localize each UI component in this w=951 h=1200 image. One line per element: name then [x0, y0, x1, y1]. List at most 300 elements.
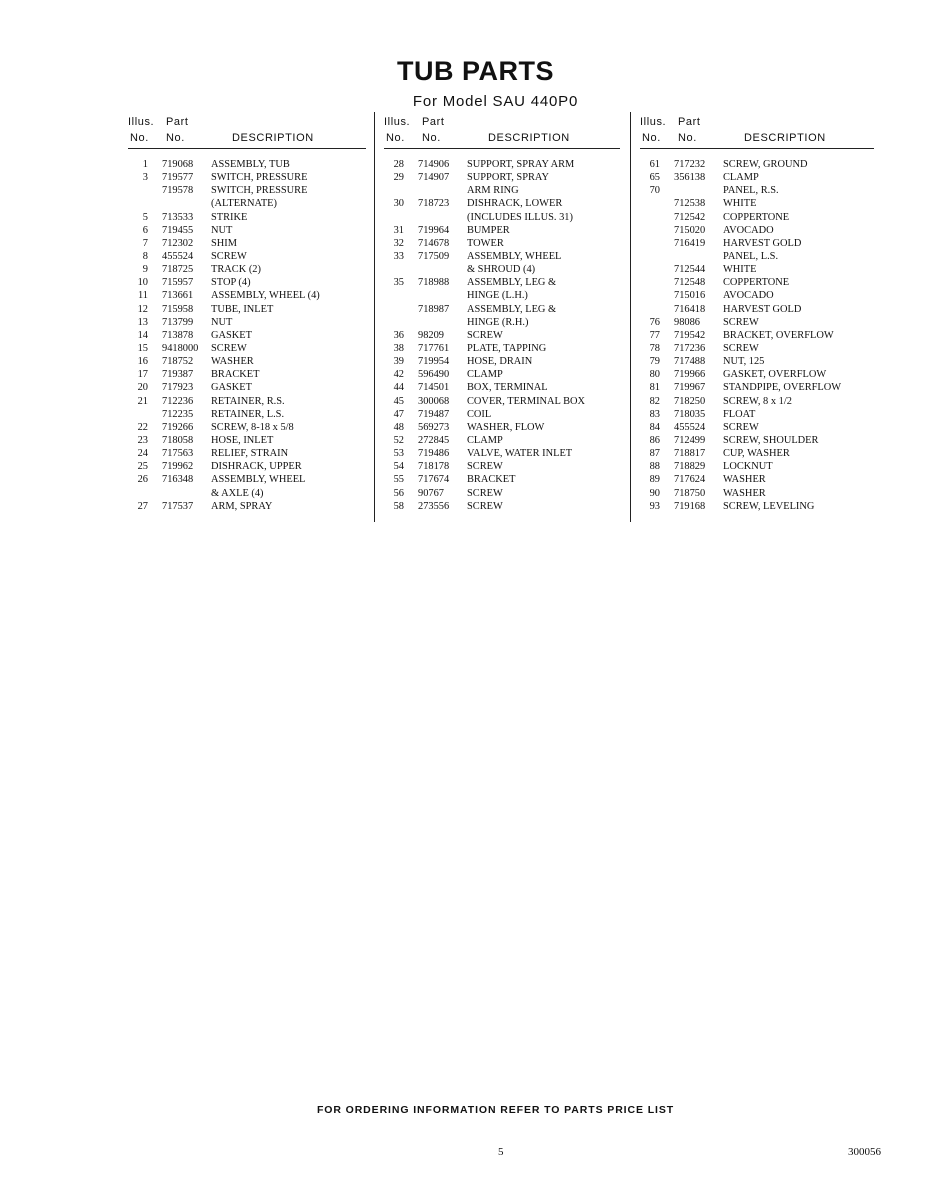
part-number: 712236: [162, 395, 194, 407]
parts-rows: [128, 158, 366, 513]
table-row: [640, 408, 874, 421]
illus-number: 83: [649, 408, 660, 420]
part-number: 719487: [418, 408, 450, 420]
part-number: 717537: [162, 500, 194, 512]
part-number: 713799: [162, 316, 194, 328]
part-number: 719966: [674, 369, 706, 381]
table-row: [128, 237, 366, 250]
table-row: [384, 329, 620, 342]
part-description: CLAMP: [467, 434, 503, 446]
part-description: SUPPORT, SPRAY: [467, 172, 549, 184]
part-description: SCREW, SHOULDER: [723, 434, 819, 446]
part-description: SCREW: [723, 342, 759, 354]
part-description: (ALTERNATE): [211, 198, 277, 210]
table-row: [384, 473, 620, 486]
part-description: STANDPIPE, OVERFLOW: [723, 382, 842, 394]
part-description: BRACKET: [211, 369, 260, 381]
table-row: [128, 421, 366, 434]
table-row: [128, 500, 366, 513]
illus-number: 47: [393, 408, 404, 420]
part-description: BUMPER: [467, 224, 510, 236]
table-row: [640, 395, 874, 408]
part-number: 719266: [162, 421, 194, 433]
table-row: [128, 329, 366, 342]
table-row: [640, 368, 874, 381]
illus-number: 27: [137, 500, 148, 512]
illus-number: 31: [393, 224, 404, 236]
header-illus: Illus.: [640, 116, 667, 128]
illus-number: 76: [649, 316, 660, 328]
header-part-no: No.: [422, 132, 441, 144]
illus-number: 61: [649, 159, 660, 170]
table-row: [640, 224, 874, 237]
part-description: SCREW: [211, 342, 247, 354]
table-row: [640, 171, 874, 184]
table-row: [384, 381, 620, 394]
part-description: SCREW, GROUND: [723, 159, 808, 170]
part-number: 716418: [674, 303, 706, 315]
illus-number: 55: [393, 474, 404, 486]
table-row: [128, 211, 366, 224]
table-row: [384, 434, 620, 447]
part-number: 714501: [418, 382, 450, 394]
part-number: 98086: [674, 316, 700, 328]
part-description: HINGE (L.H.): [467, 290, 528, 302]
part-number: 712235: [162, 408, 194, 420]
part-number: 719962: [162, 461, 194, 473]
part-number: 717624: [674, 474, 706, 486]
table-row: [128, 197, 366, 210]
part-number: 90767: [418, 487, 444, 499]
illus-number: 88: [649, 461, 660, 473]
header-illus: Illus.: [384, 116, 411, 128]
part-description: HOSE, DRAIN: [467, 356, 533, 368]
table-row: [384, 487, 620, 500]
part-number: 9418000: [162, 342, 199, 354]
illus-number: 81: [649, 382, 660, 394]
part-number: 718723: [418, 198, 450, 210]
part-description: CLAMP: [467, 369, 503, 381]
part-number: 718752: [162, 356, 194, 368]
parts-column-2: [384, 112, 620, 513]
table-row: [128, 460, 366, 473]
table-row: [384, 395, 620, 408]
table-row: [640, 263, 874, 276]
table-row: [384, 237, 620, 250]
table-row: [384, 342, 620, 355]
illus-number: 56: [393, 487, 404, 499]
part-description: ASSEMBLY, LEG &: [467, 303, 557, 315]
illus-number: 48: [393, 421, 404, 433]
table-row: [128, 487, 366, 500]
part-description: WHITE: [723, 264, 757, 276]
part-number: 717488: [674, 356, 706, 368]
table-row: [128, 368, 366, 381]
table-row: [640, 197, 874, 210]
header-part-no: No.: [678, 132, 697, 144]
table-row: [128, 303, 366, 316]
table-row: [128, 276, 366, 289]
column-header: [384, 112, 620, 150]
table-row: [384, 500, 620, 513]
illus-number: 11: [137, 290, 148, 302]
part-description: VALVE, WATER INLET: [467, 448, 573, 460]
part-number: 718988: [418, 277, 450, 289]
illus-number: 14: [137, 329, 148, 341]
table-row: [384, 447, 620, 460]
illus-number: 29: [393, 172, 404, 184]
illus-number: 3: [142, 172, 148, 184]
part-description: DISHRACK, LOWER: [467, 198, 563, 210]
table-row: [128, 289, 366, 302]
header-part-no: No.: [166, 132, 185, 144]
part-description: SCREW: [467, 500, 503, 512]
part-description: HARVEST GOLD: [723, 237, 802, 249]
part-number: 717674: [418, 474, 450, 486]
table-row: [640, 237, 874, 250]
part-number: 718750: [674, 487, 706, 499]
part-description: BRACKET, OVERFLOW: [723, 329, 834, 341]
illus-number: 89: [649, 474, 660, 486]
illus-number: 6: [142, 224, 148, 236]
table-row: [384, 316, 620, 329]
illus-number: 36: [393, 329, 404, 341]
table-row: [384, 197, 620, 210]
part-description: COPPERTONE: [723, 211, 790, 223]
part-number: 719954: [418, 356, 450, 368]
illus-number: 54: [393, 461, 404, 473]
part-description: RETAINER, L.S.: [211, 408, 285, 420]
part-description: ASSEMBLY, WHEEL: [467, 250, 562, 262]
table-row: [640, 381, 874, 394]
part-description: RETAINER, R.S.: [211, 395, 285, 407]
part-number: 712548: [674, 277, 706, 289]
header-illus-no: No.: [642, 132, 661, 144]
table-row: [128, 316, 366, 329]
part-description: ARM RING: [467, 185, 519, 197]
illus-number: 7: [142, 237, 148, 249]
part-description: SWITCH, PRESSURE: [211, 172, 308, 184]
table-row: [128, 342, 366, 355]
illus-number: 23: [137, 434, 148, 446]
parts-column-3: [640, 112, 874, 513]
table-row: [384, 250, 620, 263]
part-number: 719486: [418, 448, 450, 460]
part-description: HARVEST GOLD: [723, 303, 802, 315]
part-number: 714678: [418, 237, 450, 249]
part-description: TRACK (2): [211, 264, 261, 276]
illus-number: 86: [649, 434, 660, 446]
part-description: GASKET, OVERFLOW: [723, 369, 827, 381]
part-number: 715957: [162, 277, 194, 289]
part-number: 719577: [162, 172, 194, 184]
part-number: 717923: [162, 382, 194, 394]
table-row: [640, 421, 874, 434]
part-description: GASKET: [211, 329, 252, 341]
part-description: COPPERTONE: [723, 277, 790, 289]
header-illus-no: No.: [386, 132, 405, 144]
part-number: 719455: [162, 224, 194, 236]
illus-number: 22: [137, 421, 148, 433]
part-description: FLOAT: [723, 408, 756, 420]
column-header: [640, 112, 874, 150]
part-description: SCREW: [467, 329, 503, 341]
illus-number: 9: [142, 264, 148, 276]
table-row: [384, 184, 620, 197]
column-divider: [630, 112, 631, 522]
part-description: GASKET: [211, 382, 252, 394]
part-number: 273556: [418, 500, 450, 512]
parts-rows: [640, 158, 874, 513]
part-number: 716348: [162, 474, 194, 486]
illus-number: 78: [649, 342, 660, 354]
illus-number: 44: [393, 382, 404, 394]
table-row: [384, 368, 620, 381]
illus-number: 32: [393, 237, 404, 249]
part-number: 719964: [418, 224, 450, 236]
illus-number: 30: [393, 198, 404, 210]
table-row: [128, 158, 366, 171]
part-number: 719967: [674, 382, 706, 394]
part-number: 718725: [162, 264, 194, 276]
table-row: [128, 381, 366, 394]
part-number: 718987: [418, 303, 450, 315]
table-row: [128, 250, 366, 263]
table-row: [384, 276, 620, 289]
page-title: TUB PARTS: [397, 56, 554, 86]
illus-number: 70: [649, 185, 660, 197]
part-number: 713661: [162, 290, 194, 302]
illus-number: 8: [142, 250, 148, 262]
table-row: [640, 211, 874, 224]
part-description: PLATE, TAPPING: [467, 342, 547, 354]
part-number: 98209: [418, 329, 444, 341]
header-description: DESCRIPTION: [232, 132, 314, 144]
part-number: 719068: [162, 159, 194, 170]
illus-number: 26: [137, 474, 148, 486]
table-row: [384, 211, 620, 224]
illus-number: 1: [142, 159, 148, 170]
column-header: [128, 112, 366, 150]
illus-number: 58: [393, 500, 404, 512]
header-description: DESCRIPTION: [488, 132, 570, 144]
illus-number: 39: [393, 356, 404, 368]
part-number: 300068: [418, 395, 450, 407]
illus-number: 80: [649, 369, 660, 381]
table-row: [384, 421, 620, 434]
part-description: WASHER: [211, 356, 254, 368]
illus-number: 38: [393, 342, 404, 354]
part-description: SCREW: [467, 487, 503, 499]
illus-number: 79: [649, 356, 660, 368]
table-row: [384, 158, 620, 171]
table-row: [128, 224, 366, 237]
part-description: & SHROUD (4): [467, 264, 536, 276]
part-number: 714907: [418, 172, 450, 184]
part-description: LOCKNUT: [723, 461, 773, 473]
header-illus-no: No.: [130, 132, 149, 144]
part-description: COVER, TERMINAL BOX: [467, 395, 586, 407]
part-number: 356138: [674, 172, 706, 184]
part-number: 717232: [674, 159, 706, 170]
part-number: 719387: [162, 369, 194, 381]
table-row: [640, 184, 874, 197]
table-row: [384, 408, 620, 421]
illus-number: 21: [137, 395, 148, 407]
illus-number: 93: [649, 500, 660, 512]
illus-number: 12: [137, 303, 148, 315]
part-description: NUT: [211, 224, 233, 236]
part-number: 712542: [674, 211, 706, 223]
part-number: 713878: [162, 329, 194, 341]
part-description: TUBE, INLET: [211, 303, 274, 315]
table-row: [384, 460, 620, 473]
table-row: [384, 355, 620, 368]
table-row: [384, 289, 620, 302]
part-description: SCREW: [211, 250, 247, 262]
illus-number: 77: [649, 329, 660, 341]
part-number: 714906: [418, 159, 450, 170]
header-rule: [128, 148, 366, 149]
part-description: SWITCH, PRESSURE: [211, 185, 308, 197]
header-illus: Illus.: [128, 116, 155, 128]
illus-number: 17: [137, 369, 148, 381]
part-number: 569273: [418, 421, 450, 433]
part-description: NUT, 125: [723, 356, 765, 368]
illus-number: 10: [137, 277, 148, 289]
part-description: WASHER, FLOW: [467, 421, 545, 433]
part-number: 455524: [162, 250, 194, 262]
illus-number: 13: [137, 316, 148, 328]
part-description: ASSEMBLY, WHEEL (4): [211, 290, 320, 302]
part-description: SCREW, 8 x 1/2: [723, 395, 792, 407]
part-number: 718178: [418, 461, 450, 473]
part-number: 712499: [674, 434, 706, 446]
ordering-note: FOR ORDERING INFORMATION REFER TO PARTS PRICE LIST: [316, 1104, 675, 1116]
part-number: 718035: [674, 408, 706, 420]
part-number: 717509: [418, 250, 450, 262]
part-description: DISHRACK, UPPER: [211, 461, 302, 473]
part-description: & AXLE (4): [211, 487, 264, 499]
header-rule: [384, 148, 620, 149]
table-row: [640, 342, 874, 355]
table-row: [640, 303, 874, 316]
part-description: (INCLUDES ILLUS. 31): [467, 211, 573, 223]
part-description: BRACKET: [467, 474, 516, 486]
part-description: STOP (4): [211, 277, 251, 289]
illus-number: 28: [393, 159, 404, 170]
part-number: 715016: [674, 290, 706, 302]
part-number: 712544: [674, 264, 706, 276]
parts-rows: [384, 158, 620, 513]
table-row: [384, 263, 620, 276]
illus-number: 25: [137, 461, 148, 473]
table-row: [640, 355, 874, 368]
part-description: ARM, SPRAY: [211, 500, 273, 512]
part-number: 719168: [674, 500, 706, 512]
part-description: ASSEMBLY, WHEEL: [211, 474, 306, 486]
table-row: [640, 460, 874, 473]
column-divider: [374, 112, 375, 522]
part-number: 712538: [674, 198, 706, 210]
header-part: Part: [166, 116, 189, 128]
part-description: COIL: [467, 408, 492, 420]
part-description: CLAMP: [723, 172, 759, 184]
table-row: [384, 303, 620, 316]
part-description: WHITE: [723, 198, 757, 210]
illus-number: 52: [393, 434, 404, 446]
part-description: SCREW, 8-18 x 5/8: [211, 421, 294, 433]
part-description: WASHER: [723, 487, 766, 499]
part-number: 715020: [674, 224, 706, 236]
illus-number: 45: [393, 395, 404, 407]
table-row: [128, 263, 366, 276]
part-number: 272845: [418, 434, 450, 446]
part-description: HINGE (R.H.): [467, 316, 529, 328]
illus-number: 65: [649, 172, 660, 184]
illus-number: 84: [649, 421, 660, 433]
part-description: HOSE, INLET: [211, 434, 274, 446]
part-number: 717563: [162, 448, 194, 460]
table-row: [128, 434, 366, 447]
part-number: 719542: [674, 329, 706, 341]
illus-number: 5: [142, 211, 148, 223]
table-row: [128, 171, 366, 184]
illus-number: 16: [137, 356, 148, 368]
part-number: 718250: [674, 395, 706, 407]
table-row: [384, 171, 620, 184]
illus-number: 33: [393, 250, 404, 262]
table-row: [640, 329, 874, 342]
table-row: [640, 487, 874, 500]
part-description: SCREW: [723, 316, 759, 328]
illus-number: 15: [137, 342, 148, 354]
illus-number: 42: [393, 369, 404, 381]
part-description: SCREW: [467, 461, 503, 473]
table-row: [128, 408, 366, 421]
part-description: RELIEF, STRAIN: [211, 448, 289, 460]
part-description: STRIKE: [211, 211, 248, 223]
part-description: SHIM: [211, 237, 237, 249]
table-row: [640, 447, 874, 460]
table-row: [640, 289, 874, 302]
illus-number: 20: [137, 382, 148, 394]
table-row: [128, 447, 366, 460]
table-row: [640, 500, 874, 513]
part-number: 719578: [162, 185, 194, 197]
illus-number: 24: [137, 448, 148, 460]
part-description: PANEL, L.S.: [723, 250, 779, 262]
illus-number: 53: [393, 448, 404, 460]
illus-number: 87: [649, 448, 660, 460]
part-description: SCREW, LEVELING: [723, 500, 815, 512]
header-part: Part: [422, 116, 445, 128]
part-number: 596490: [418, 369, 450, 381]
parts-column-1: [128, 112, 366, 513]
part-number: 717236: [674, 342, 706, 354]
part-description: ASSEMBLY, LEG &: [467, 277, 557, 289]
part-number: 712302: [162, 237, 194, 249]
illus-number: 35: [393, 277, 404, 289]
header-description: DESCRIPTION: [744, 132, 826, 144]
part-number: 718058: [162, 434, 194, 446]
part-description: CUP, WASHER: [723, 448, 790, 460]
table-row: [640, 316, 874, 329]
part-description: SUPPORT, SPRAY ARM: [467, 159, 575, 170]
part-number: 716419: [674, 237, 706, 249]
model-subtitle: For Model SAU 440P0: [412, 93, 579, 110]
table-row: [640, 250, 874, 263]
